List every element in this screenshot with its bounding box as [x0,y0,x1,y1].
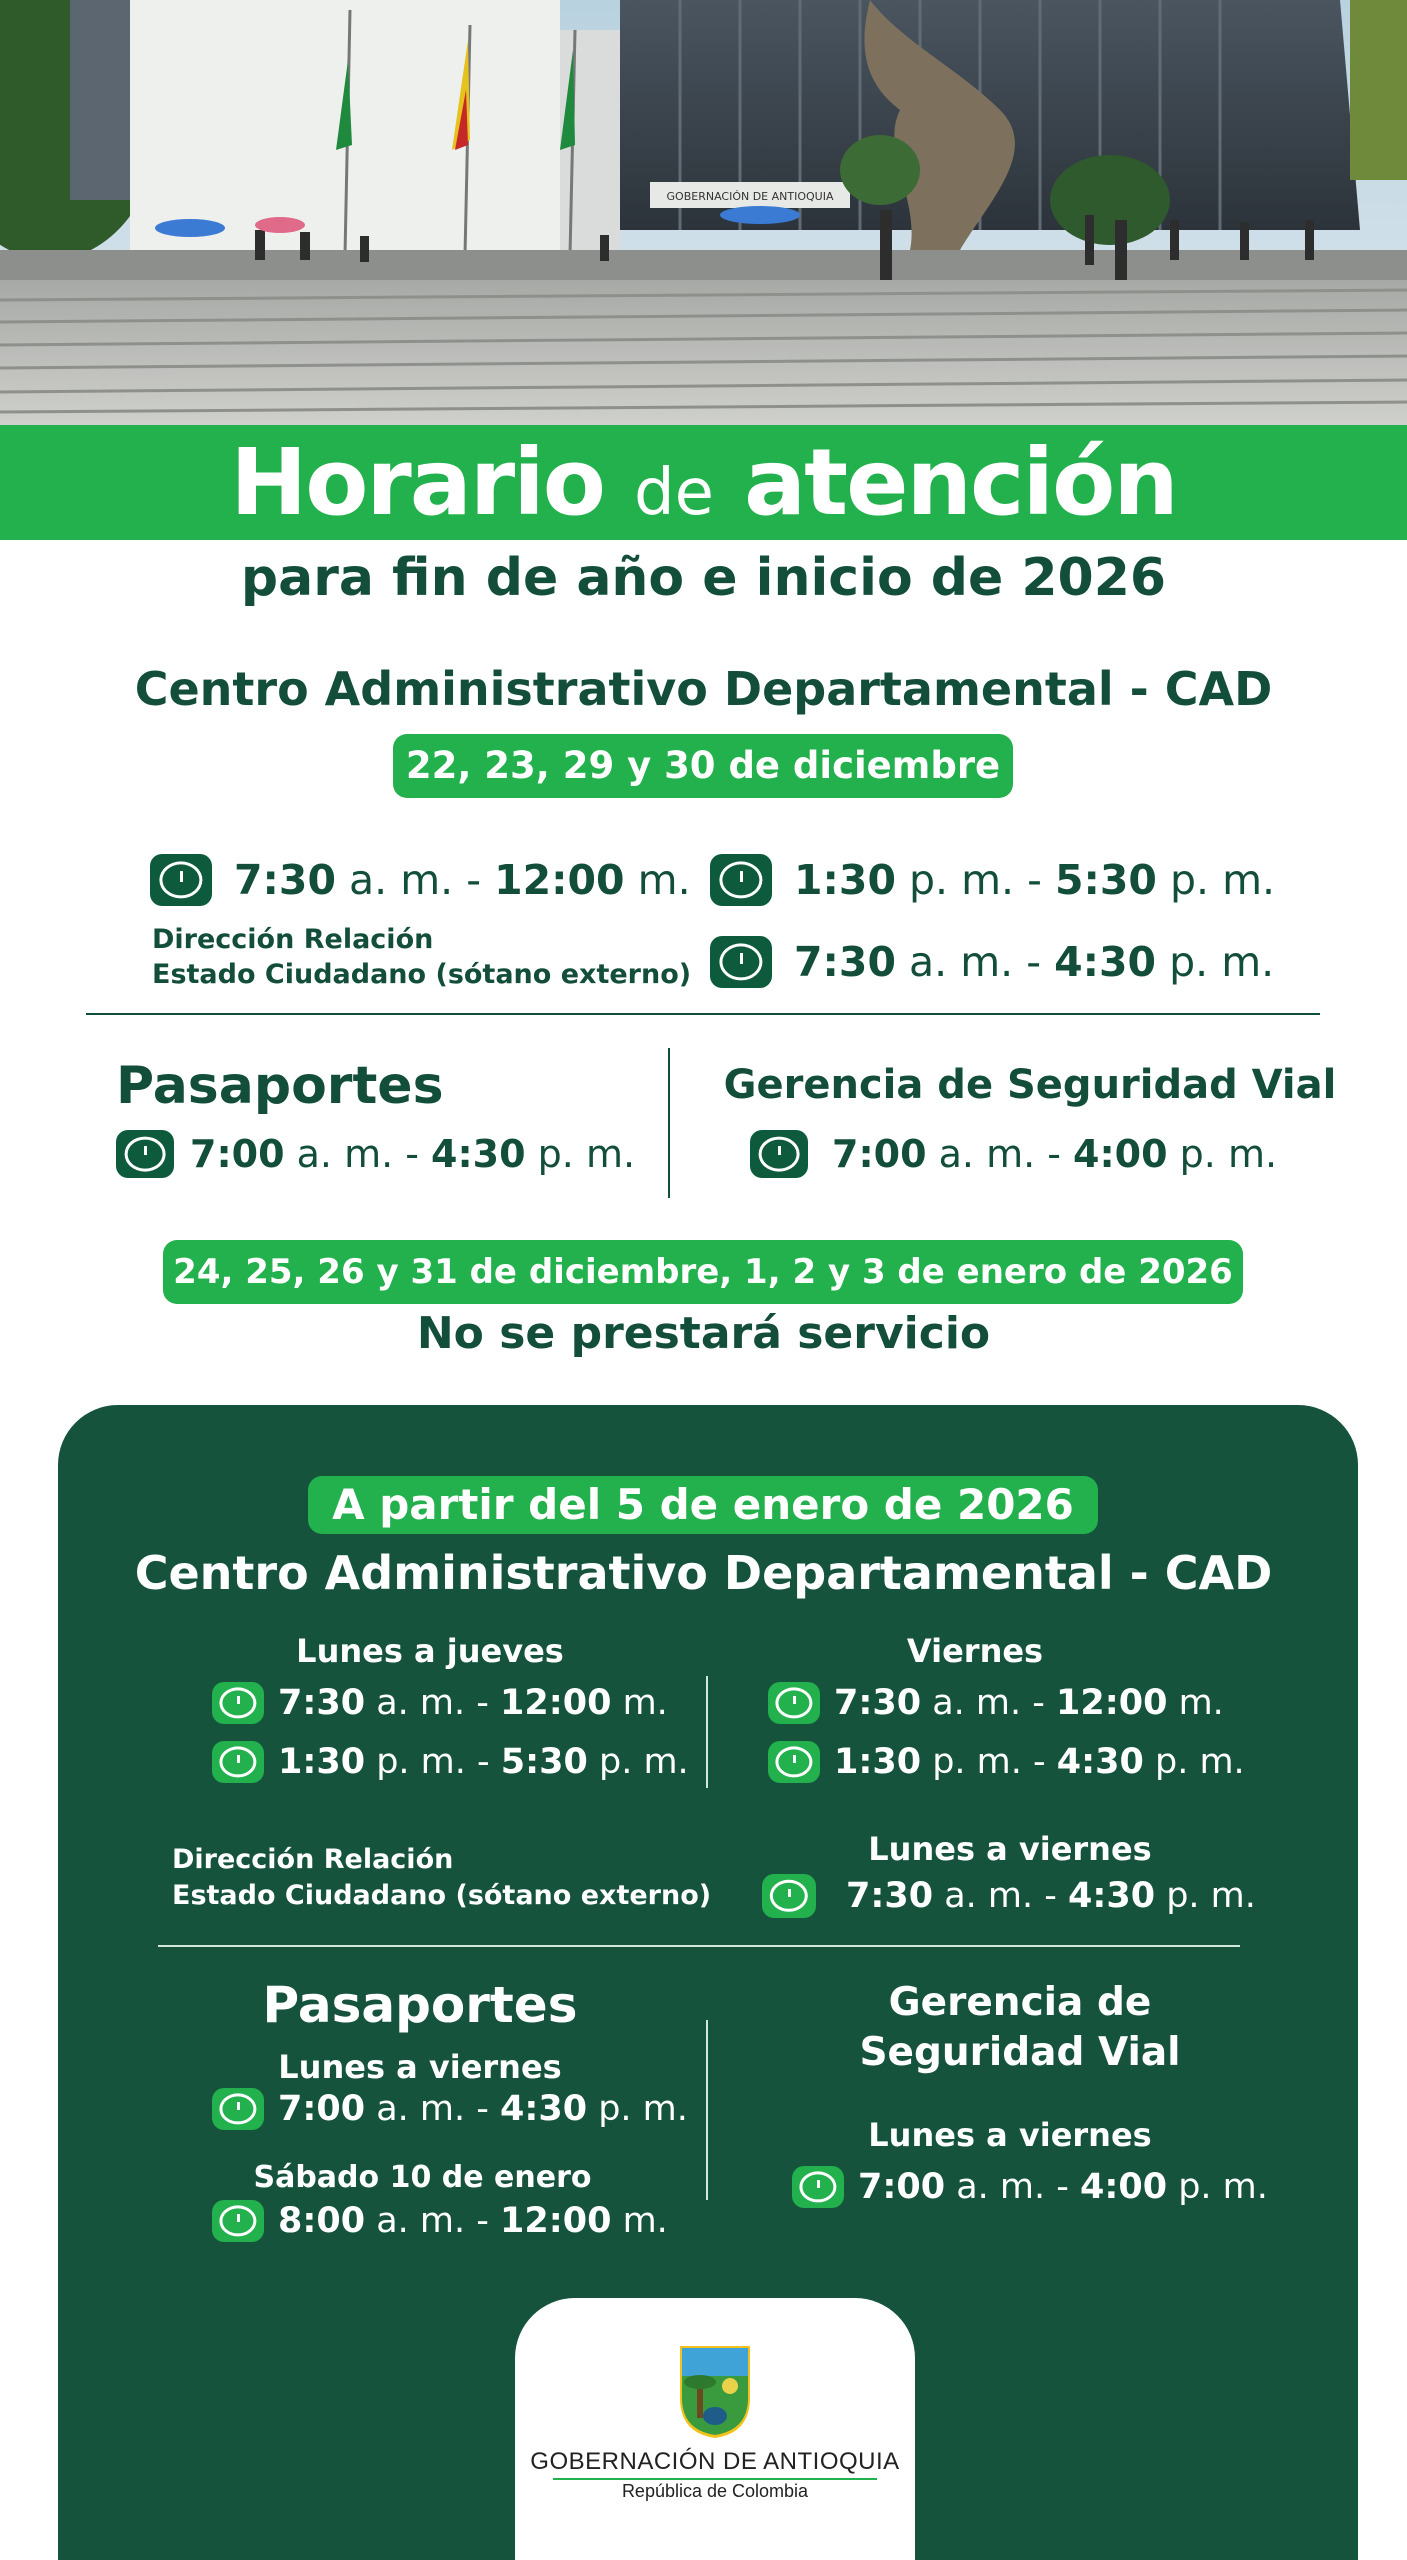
time-unit: p. m. [1178,2167,1268,2207]
logo-card [515,2298,915,2560]
time-unit: p. m. [1154,1742,1245,1782]
building-photo-illustration [0,0,1407,425]
time-unit: a. m. [376,2089,466,2129]
time-start: 7:30 [234,856,336,904]
time-end: 4:00 [1073,1132,1168,1176]
time-end: 4:30 [500,2089,588,2129]
december-citizen-office-label [152,922,712,992]
january-cad-title: Centro Administrativo Departamental - CAD [134,1546,1273,1600]
january-saturday-hours: 8:00 a. m. - 12:00 m. [212,2198,668,2244]
time-end: 12:00 [500,1683,612,1723]
time-end: 12:00 [494,856,625,904]
time-end: 5:30 [1054,856,1157,904]
page-subtitle: para fin de año e inicio de 2026 [240,548,1167,608]
january-passports-days-label: Lunes a viernes [278,2048,562,2086]
december-citizen-office-hours: 7:30 a. m. - 4:30 p. m. [710,934,1274,990]
january-hours-divider [706,1676,708,1788]
time-unit: a. m. [956,2167,1046,2207]
time-start: 7:00 [278,2089,366,2129]
footer-org-name: GOBERNACIÓN DE ANTIOQUIA [530,2448,900,2475]
time-start: 1:30 [834,1742,922,1782]
clock-icon [710,936,772,988]
january-mon-thu-morning-hours: 7:30 a. m. - 12:00 m. [212,1680,668,1726]
time-unit: m. [637,856,691,904]
time-unit: p. m. [537,1132,636,1176]
december-dates-pill: 22, 23, 29 y 30 de diciembre [393,734,1013,798]
clock-icon [792,2166,844,2208]
clock-icon [212,2088,264,2130]
time-unit: p. m. [1170,856,1276,904]
time-end: 4:30 [1056,1742,1144,1782]
time-unit: a. m. [938,1132,1036,1176]
january-passports-title: Pasaportes [262,1976,578,2034]
clock-icon [768,1682,820,1724]
time-start: 1:30 [794,856,896,904]
january-citizen-office-hours: 7:30 a. m. - 4:30 p. m. [762,1872,1256,1920]
january-friday-label: Viernes [906,1632,1044,1670]
time-end: 12:00 [500,2201,612,2241]
january-saturday-label: Sábado 10 de enero [253,2160,592,2195]
time-start: 7:00 [190,1132,285,1176]
january-road-safety-days-label: Lunes a viernes [868,2116,1152,2154]
december-vertical-divider [668,1048,670,1198]
time-end: 5:30 [500,1742,588,1782]
time-unit: a. m. [909,938,1014,986]
time-unit: a. m. [376,1683,466,1723]
time-unit: a. m. [944,1876,1034,1916]
building-sign-text: GOBERNACIÓN DE ANTIOQUIA [666,190,834,203]
road-safety-title-line2: Seguridad Vial [859,2030,1181,2075]
title-word-de: de [634,456,715,530]
december-road-safety-title: Gerencia de Seguridad Vial [723,1062,1337,1108]
time-end: 4:30 [1068,1876,1156,1916]
road-safety-title-line1: Gerencia de [888,1980,1152,2025]
time-start: 7:00 [832,1132,927,1176]
january-divider [158,1945,1240,1947]
time-start: 7:30 [278,1683,366,1723]
time-unit: a. m. [376,2201,466,2241]
time-start: 7:00 [858,2167,946,2207]
time-end: 4:00 [1080,2167,1168,2207]
title-word-atencion: atención [744,429,1177,536]
clock-icon [150,854,212,906]
time-unit: p. m. [598,1742,689,1782]
time-unit: a. m. [296,1132,394,1176]
december-cad-title: Centro Administrativo Departamental - CAD [134,662,1273,716]
january-from-pill: A partir del 5 de enero de 2026 [308,1476,1098,1534]
header-photo [0,0,1407,425]
january-passports-hours: 7:00 a. m. - 4:30 p. m. [212,2086,688,2132]
clock-icon [116,1130,174,1178]
january-friday-morning-hours: 7:30 a. m. - 12:00 m. [768,1680,1224,1726]
time-unit: p. m. [1166,1876,1256,1916]
time-start: 1:30 [278,1742,366,1782]
time-unit: m. [1178,1683,1224,1723]
clock-icon [768,1741,820,1783]
closed-notice: No se prestará servicio [416,1308,991,1359]
time-end: 4:30 [431,1132,526,1176]
clock-icon [212,1741,264,1783]
time-unit: p. m. [1169,938,1275,986]
clock-icon [212,2200,264,2242]
time-end: 4:30 [1054,938,1157,986]
time-unit: p. m. [1179,1132,1278,1176]
january-road-safety-title [780,1978,1260,2078]
clock-icon [762,1874,816,1918]
citizen-office-line1: Dirección Relación [172,1844,454,1875]
page-title [0,425,1407,540]
time-start: 8:00 [278,2201,366,2241]
clock-icon [750,1130,808,1178]
citizen-office-line2: Estado Ciudadano (sótano externo) [172,1880,712,1911]
january-friday-afternoon-hours: 1:30 p. m. - 4:30 p. m. [768,1739,1245,1785]
clock-icon [212,1682,264,1724]
december-road-safety-hours: 7:00 a. m. - 4:00 p. m. [750,1128,1277,1180]
time-start: 7:30 [794,938,896,986]
closed-dates-pill: 24, 25, 26 y 31 de diciembre, 1, 2 y 3 de enero de 2026 [163,1240,1243,1304]
citizen-office-line1: Dirección Relación [152,924,434,955]
time-unit: p. m. [376,1742,466,1782]
time-unit: m. [622,2201,668,2241]
january-citizen-office-label [172,1842,712,1914]
january-mon-thu-label: Lunes a jueves [296,1632,564,1670]
clock-icon [710,854,772,906]
time-unit: m. [622,1683,668,1723]
title-word-horario: Horario [230,429,604,536]
footer-divider [553,2478,877,2480]
time-unit: a. m. [932,1683,1022,1723]
january-mon-thu-afternoon-hours: 1:30 p. m. - 5:30 p. m. [212,1739,689,1785]
january-citizen-days-label: Lunes a viernes [868,1830,1152,1868]
december-passports-title: Pasaportes [116,1056,444,1116]
time-end: 12:00 [1056,1683,1168,1723]
time-start: 7:30 [834,1683,922,1723]
footer-country: República de Colombia [621,2481,809,2501]
time-unit: p. m. [932,1742,1022,1782]
december-cad-morning-hours: 7:30 a. m. - 12:00 m. [150,852,691,908]
december-cad-afternoon-hours: 1:30 p. m. - 5:30 p. m. [710,852,1275,908]
time-unit: a. m. [349,856,454,904]
december-divider [86,1013,1320,1015]
january-services-divider [706,2020,708,2200]
time-unit: p. m. [598,2089,688,2129]
december-passports-hours: 7:00 a. m. - 4:30 p. m. [116,1128,635,1180]
time-unit: p. m. [909,856,1015,904]
time-start: 7:30 [846,1876,934,1916]
january-road-safety-hours: 7:00 a. m. - 4:00 p. m. [792,2164,1268,2210]
citizen-office-line2: Estado Ciudadano (sótano externo) [152,959,692,990]
antioquia-coat-of-arms-icon [515,2298,915,2448]
